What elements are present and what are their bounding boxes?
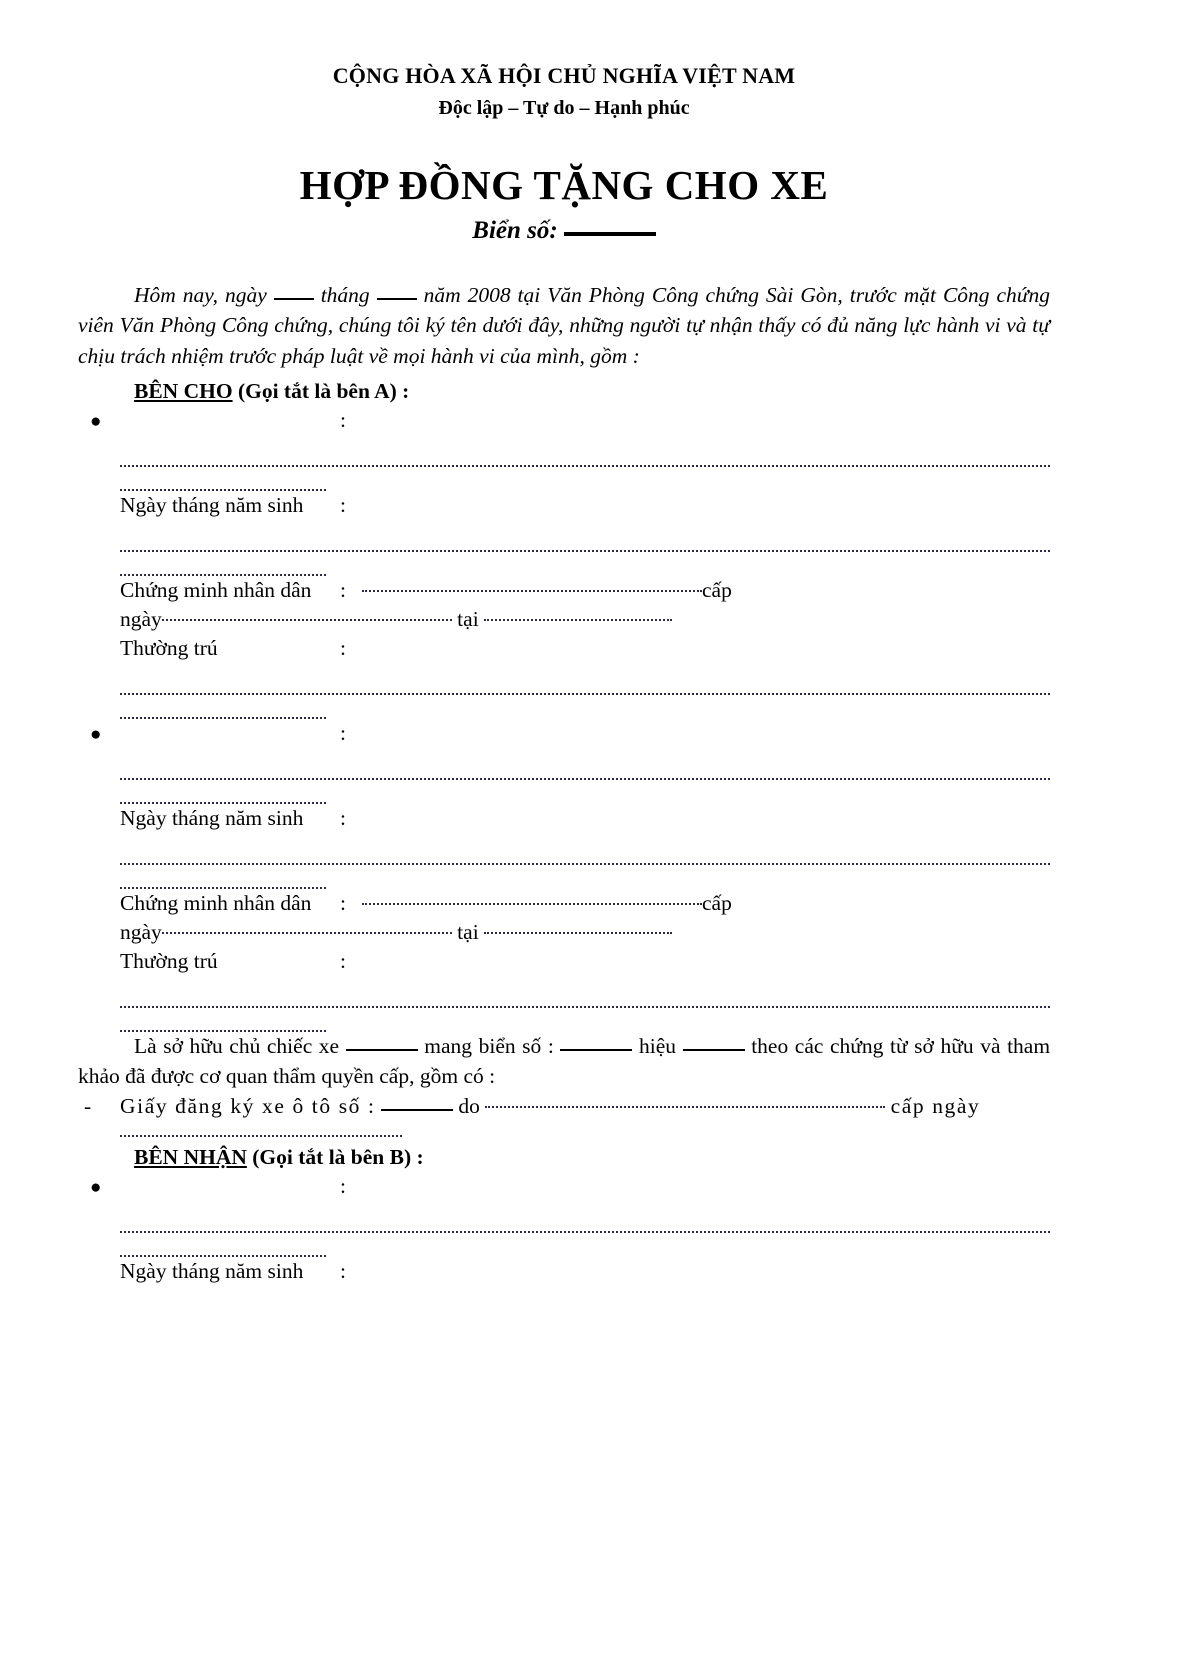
party-b-heading: [78, 1143, 1050, 1172]
party-a-person1-dob-colon: :: [340, 493, 346, 518]
spacer: [78, 976, 1050, 1006]
party-a-person2-residence-row: [78, 947, 1050, 976]
ownership-segment-2: mang biển số :: [424, 1034, 554, 1059]
spacer: [78, 1121, 1050, 1135]
party-b-person1-name-colon: :: [340, 1174, 346, 1199]
party-a-person2-residence-colon: :: [340, 949, 346, 974]
party-a-person1-name-colon: :: [340, 408, 346, 433]
party-a-person1-issue-at: tại: [457, 607, 479, 632]
party-a-person2-name-row: [78, 719, 1050, 748]
party-a-person2-id-dots[interactable]: [362, 903, 702, 905]
party-a-person2-issue-row: [78, 918, 1050, 947]
spacer: [78, 1201, 1050, 1231]
party-a-person2-dob-label: Ngày tháng năm sinh: [120, 806, 304, 831]
party-b-heading-underlined: BÊN NHẬN: [134, 1145, 247, 1170]
party-a-person2-dob-row: [78, 804, 1050, 833]
ownership-brand-blank[interactable]: [683, 1049, 745, 1051]
spacer: [78, 663, 1050, 693]
party-a-person1-issue-date-dots[interactable]: [162, 619, 452, 621]
party-a-person1-residence-label: Thường trú: [120, 636, 218, 661]
party-a-person1-issue-row: [78, 605, 1050, 634]
ownership-doc-number-blank[interactable]: [381, 1109, 453, 1111]
national-motto: Độc lập – Tự do – Hạnh phúc: [438, 96, 690, 119]
party-a-person1-id-label: Chứng minh nhân dân: [120, 578, 312, 603]
spacer: [78, 833, 1050, 863]
ownership-vehicle-blank[interactable]: [346, 1049, 418, 1051]
intro-segment-2: tháng: [320, 282, 370, 307]
party-a-person2-id-row: [78, 889, 1050, 918]
document-title: HỢP ĐỒNG TẶNG CHO XE: [299, 161, 829, 208]
party-a-person1-id-dots[interactable]: [362, 590, 702, 592]
ownership-doc-segment-3: cấp ngày: [890, 1093, 981, 1118]
bullet-icon: ●: [90, 724, 102, 746]
party-a-person2-issue-date-dots[interactable]: [162, 932, 452, 934]
intro-day-blank[interactable]: [274, 298, 314, 300]
national-title: CỘNG HÒA XÃ HỘI CHỦ NGHĨA VIỆT NAM: [332, 63, 796, 88]
plate-number-label: Biển số:: [472, 216, 558, 244]
ownership-doc-issuer-dots[interactable]: [485, 1106, 885, 1108]
party-b-heading-rest: (Gọi tắt là bên B) :: [252, 1145, 424, 1170]
spacer: [78, 865, 1050, 887]
bullet-icon: ●: [90, 411, 102, 433]
spacer: [78, 748, 1050, 778]
party-a-person1-id-suffix: cấp: [702, 578, 732, 603]
ownership-segment-4: theo các chứng từ sở hữu và tham khảo đã được cơ quan thẩm quyền cấp, gồm có :: [78, 1034, 1051, 1088]
ownership-segment-3: hiệu: [639, 1034, 677, 1059]
party-a-person2-dob-colon: :: [340, 806, 346, 831]
spacer: [78, 467, 1050, 489]
party-a-person2-issue-place-dots[interactable]: [484, 932, 672, 934]
ownership-doc-item: [78, 1092, 1050, 1122]
intro-paragraph: [78, 280, 1050, 372]
party-a-person1-issue-place-dots[interactable]: [484, 619, 672, 621]
plate-number-blank[interactable]: [564, 232, 656, 236]
party-a-person1-residence-row: [78, 634, 1050, 663]
spacer: [78, 520, 1050, 550]
party-b-person1-dob-row: [78, 1257, 1050, 1286]
party-a-person1-dob-label: Ngày tháng năm sinh: [120, 493, 304, 518]
party-a-person2-id-label: Chứng minh nhân dân: [120, 891, 312, 916]
party-a-heading: [78, 377, 1050, 406]
party-a-person2-issue-label: ngày: [120, 920, 162, 945]
intro-segment-3: năm 2008 tại Văn Phòng Công chứng Sài Gòn, trước mặt Công chứng viên Văn Phòng Công chứng, chúng tôi ký tên dưới đây, những người tự nhận thấy có đủ năng lực hành vi và tự chịu trách nhiệm trước pháp luật về mọi hành vi của mình, gồm :: [78, 282, 1051, 368]
ownership-doc-date-dots[interactable]: [120, 1135, 402, 1137]
ownership-plate-blank[interactable]: [560, 1049, 632, 1051]
party-a-person2-name-colon: :: [340, 721, 346, 746]
dash-bullet-icon: -: [84, 1093, 92, 1118]
spacer: [78, 1233, 1050, 1255]
ownership-doc-segment-2: do: [458, 1093, 480, 1118]
party-a-person1-issue-label: ngày: [120, 607, 162, 632]
party-a-person1-residence-colon: :: [340, 636, 346, 661]
bullet-icon: ●: [90, 1177, 102, 1199]
party-a-person1-name-row: [78, 406, 1050, 435]
spacer: [78, 435, 1050, 465]
party-a-person1-id-row: [78, 576, 1050, 605]
party-a-person2-id-colon: :: [340, 891, 346, 916]
party-a-person1-dob-row: [78, 491, 1050, 520]
plate-number-line: [78, 216, 1050, 246]
party-a-person2-id-suffix: cấp: [702, 891, 732, 916]
party-a-person2-issue-at: tại: [457, 920, 479, 945]
party-a-person2-residence-label: Thường trú: [120, 949, 218, 974]
ownership-paragraph: [78, 1032, 1050, 1091]
party-a-heading-underlined: BÊN CHO: [134, 379, 233, 404]
intro-segment-1: Hôm nay, ngày: [134, 282, 267, 307]
spacer: [78, 552, 1050, 574]
party-b-person1-name-row: [78, 1172, 1050, 1201]
document-sheet: [78, 0, 1050, 1286]
spacer: [78, 695, 1050, 717]
spacer: [78, 1008, 1050, 1030]
ownership-segment-1: Là sở hữu chủ chiếc xe: [134, 1034, 340, 1059]
party-a-person1-id-colon: :: [340, 578, 346, 603]
ownership-doc-segment-1: Giấy đăng ký xe ô tô số :: [120, 1093, 376, 1118]
party-b-person1-dob-label: Ngày tháng năm sinh: [120, 1259, 304, 1284]
party-b-person1-dob-colon: :: [340, 1259, 346, 1284]
party-a-heading-rest: (Gọi tắt là bên A) :: [237, 379, 410, 404]
spacer: [78, 780, 1050, 802]
intro-month-blank[interactable]: [377, 298, 417, 300]
